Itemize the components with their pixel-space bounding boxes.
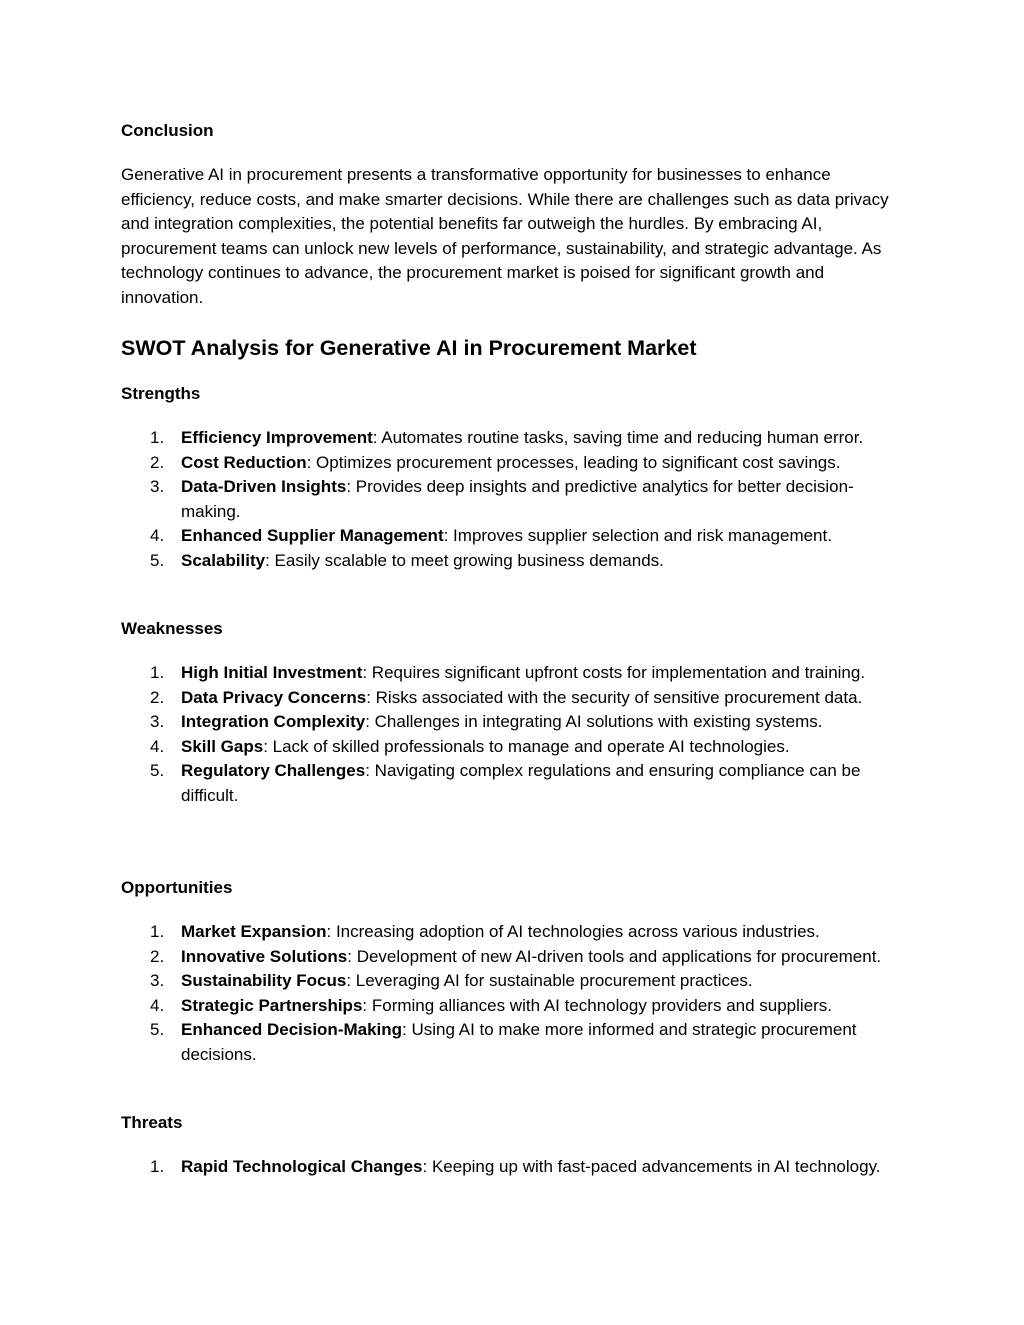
list-item-description: : Easily scalable to meet growing business demands. (265, 550, 664, 570)
list-item-number: 1. (150, 922, 165, 941)
list-item-description: : Increasing adoption of AI technologies across various industries. (326, 922, 820, 941)
list-item-number: 3. (150, 971, 165, 990)
list-item-term: Sustainability Focus (181, 971, 347, 990)
strengths-heading: Strengths (121, 384, 201, 403)
list-item (121, 710, 903, 735)
list-item-term: Integration Complexity (181, 712, 366, 731)
list-item-description: : Leveraging AI for sustainable procurement practices. (346, 971, 753, 990)
list-item (121, 524, 903, 549)
list-item-term: Cost Reduction (181, 452, 307, 472)
list-item-description: : Forming alliances with AI technology providers and suppliers. (362, 995, 833, 1015)
list-item (121, 549, 903, 574)
list-item-term: Market Expansion (181, 922, 327, 941)
list-item (121, 475, 903, 524)
list-item-description: : Risks associated with the security of sensitive procurement data. (366, 687, 863, 707)
list-item-description: : Provides deep insights and predictive analytics for better decision-making. (181, 477, 854, 521)
list-item (121, 735, 903, 760)
list-item-term: Data-Driven Insights (181, 477, 347, 496)
list-item-description: : Navigating complex regulations and ensuring compliance can be difficult. (181, 761, 861, 805)
list-item (121, 945, 903, 970)
list-item-number: 2. (150, 452, 165, 472)
threats-heading: Threats (121, 1113, 183, 1132)
conclusion-heading: Conclusion (121, 121, 214, 140)
list-item-term: Strategic Partnerships (181, 995, 363, 1015)
list-item-number: 4. (150, 995, 165, 1015)
list-item-term: Innovative Solutions (181, 946, 348, 966)
list-item-term: Scalability (181, 550, 266, 570)
list-item-description: : Keeping up with fast-paced advancements in AI technology. (422, 1157, 881, 1176)
list-item-term: Enhanced Decision-Making (181, 1020, 403, 1039)
list-item-term: Data Privacy Concerns (181, 687, 367, 707)
list-item-number: 1. (150, 663, 165, 682)
list-item-description: : Requires significant upfront costs for implementation and training. (362, 663, 866, 682)
swot-title: SWOT Analysis for Generative AI in Procurement Market (121, 336, 697, 360)
list-item-term: Enhanced Supplier Management (181, 526, 444, 545)
list-item-term: High Initial Investment (181, 663, 363, 682)
threats-list (121, 1155, 903, 1180)
strengths-list (121, 426, 903, 573)
list-item-description: : Using AI to make more informed and strategic procurement decisions. (181, 1020, 857, 1064)
list-item (121, 994, 903, 1019)
list-item (121, 661, 903, 686)
list-item-number: 4. (150, 526, 165, 545)
list-item (121, 759, 903, 808)
list-item (121, 426, 903, 451)
list-item-number: 2. (150, 687, 165, 707)
list-item-description: : Improves supplier selection and risk management. (443, 526, 832, 545)
list-item-number: 1. (150, 1157, 165, 1176)
list-item-number: 5. (150, 1020, 165, 1039)
list-item (121, 1155, 903, 1180)
conclusion-paragraph: Generative AI in procurement presents a transformative opportunity for businesses to enhance efficiency, reduce costs, and make smarter decisions. While there are challenges such as data privacy and integration complexities, the potential benefits far outweigh the hurdles. By embracing AI, procurement teams can unlock new levels of performance, sustainability, and strategic advantage. As technology continues to advance, the procurement market is poised for significant growth and innovation. (121, 165, 889, 307)
list-item-description: : Automates routine tasks, saving time and reducing human error. (372, 428, 864, 447)
list-item (121, 969, 903, 994)
list-item-number: 3. (150, 712, 165, 731)
list-item (121, 1018, 903, 1067)
opportunities-list (121, 920, 903, 1067)
list-item-description: : Challenges in integrating AI solutions with existing systems. (365, 712, 823, 731)
list-item-number: 2. (150, 946, 165, 966)
list-item-number: 4. (150, 736, 165, 756)
opportunities-heading: Opportunities (121, 878, 233, 897)
list-item (121, 920, 903, 945)
list-item (121, 686, 903, 711)
list-item-term: Rapid Technological Changes (181, 1157, 423, 1176)
list-item-number: 5. (150, 761, 165, 780)
list-item-number: 1. (150, 428, 165, 447)
list-item-term: Regulatory Challenges (181, 761, 366, 780)
list-item-number: 3. (150, 477, 165, 496)
weaknesses-list (121, 661, 903, 808)
list-item-description: : Development of new AI-driven tools and applications for procurement. (347, 946, 882, 966)
list-item (121, 451, 903, 476)
list-item-term: Efficiency Improvement (181, 428, 373, 447)
list-item-description: : Optimizes procurement processes, leading to significant cost savings. (306, 452, 841, 472)
list-item-number: 5. (150, 550, 165, 570)
list-item-description: : Lack of skilled professionals to manage and operate AI technologies. (263, 736, 790, 756)
list-item-term: Skill Gaps (181, 736, 264, 756)
weaknesses-heading: Weaknesses (121, 619, 223, 638)
